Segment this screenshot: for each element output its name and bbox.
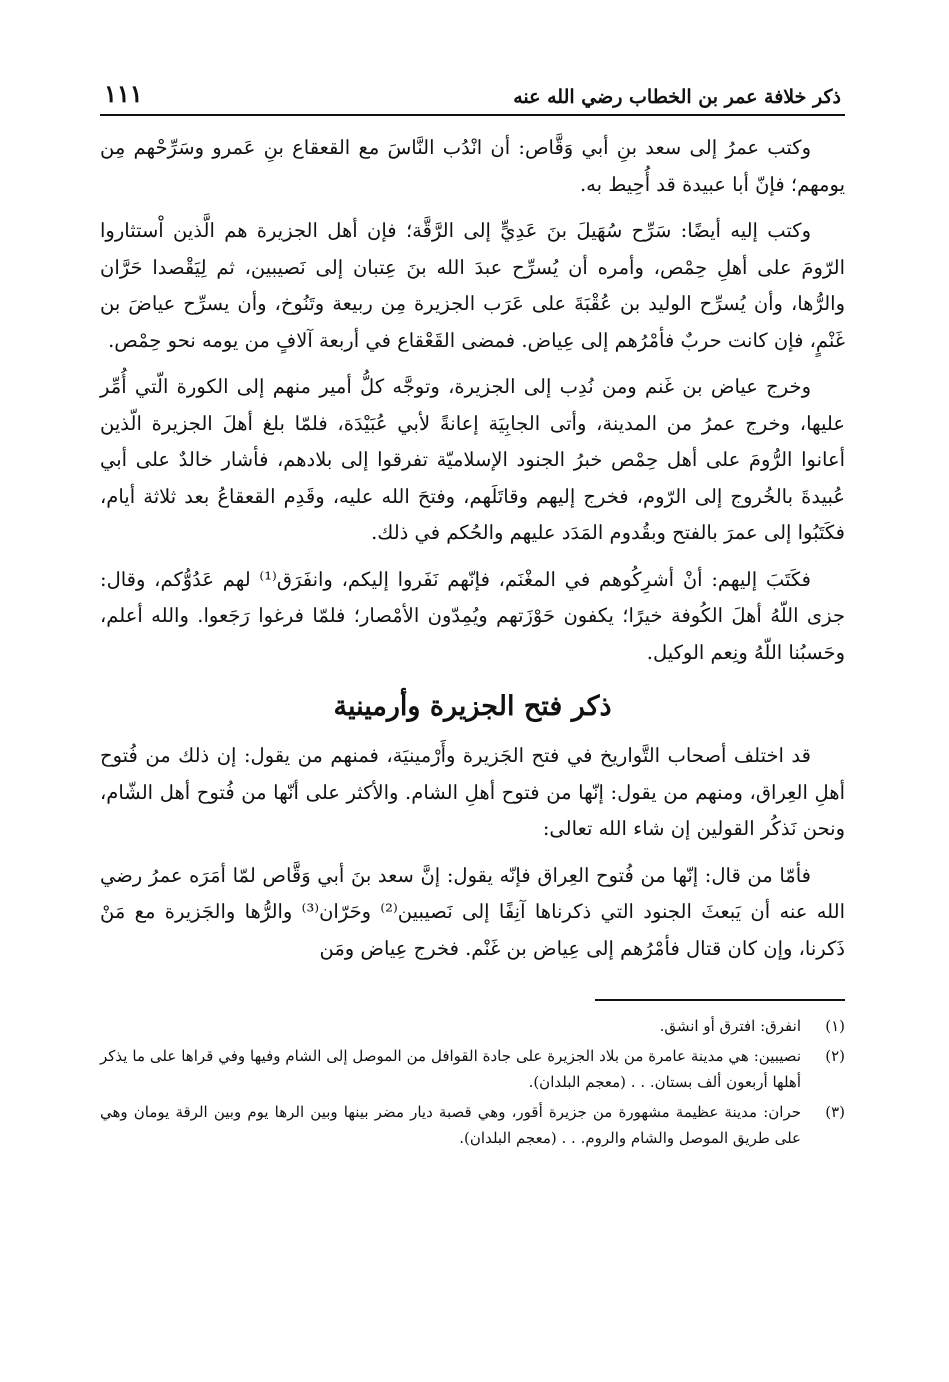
footnote-text: حران: مدينة عظيمة مشهورة من جزيرة أقور، وهي قصبة ديار مضر بينها وبين الرها يوم وبين الرقة يومان وهي على طريق الموصل والشام والروم. . . (معجم البلدان). — [100, 1103, 801, 1147]
footnote — [100, 1013, 845, 1039]
book-page — [100, 60, 845, 1155]
footnotes — [100, 1013, 845, 1151]
paragraph: وخرج عياض بن غَنم ومن نُدِب إلى الجزيرة، وتوجَّه كلُّ أمير منهم إلى الكورة الّتي أُمِّر عليها، وخرج عمرُ من المدينة، وأتى الجابِيَة إعانةً لأبي عُبَيْدَة، فلمّا بلغ أهلَ الجزيرة الّذين أعانوا الرُّومَ على أهل حِمْص خبرُ الجنود الإسلاميّة تفرقوا إلى بلادهم، فأشار خالدٌ على أبي عُبيدةَ بالخُروج إلى الرّوم، فخرج إليهم وقاتَلَهم، وفتحَ الله عليه، وقَدِم القعقاعُ بعد ثلاثة أيام، فكَتَبُوا إلى عمرَ بالفتح وبقُدوم المَدَد عليهم والحُكم في ذلك. — [100, 375, 845, 544]
paragraph: وكتب إليه أيضًا: سَرِّح سُهَيلَ بنَ عَدِيٍّ إلى الرَّقَّة؛ فإن أهل الجزيرة هم الَّذين اْستثاروا الرّومَ على أهلِ حِمْص، وأمره أن يُسرِّح عبدَ الله بنَ عِتبان إلى نَصيبين، ثم لِيَقْصدا حَرَّان والرُّها، وأن يُسرِّح الوليد بن عُقْبَةَ على عَرَب الجزيرة مِن ربيعة وتَنُوخ، وأن يسرِّح عياضَ بن غَنْمٍ، فإن كانت حربٌ فأمْرُهم إلى عِياض. فمضى القَعْقاع في أربعة آلافٍ من يومه نحو حِمْص. — [100, 219, 845, 352]
footnote — [100, 1043, 845, 1095]
paragraph: فكَتَبَ إليهم: أنْ أشرِكُوهم في المغْنَم، فإنّهم نَفَروا إليكم، وانفَرَق⁽¹⁾ لهم عَدُوُّكم، وقال: جزى اللّهُ أهلَ الكُوفة خيرًا؛ يكفون حَوْزَتهم ويُمِدّون الأمْصار؛ فلمّا فرغوا رَجَعوا. والله أعلم، وحَسبُنا اللّهُ ونِعم الوكيل. — [100, 567, 845, 664]
footnote-number: (٢) — [825, 1047, 845, 1065]
paragraph: قد اختلف أصحاب التَّواريخ في فتح الجَزيرة وأَرْمينيَة، فمنهم من يقول: إن ذلك من فُتوح أهلِ العِراق، ومنهم من يقول: إنّها من فتوح أهلِ الشام. والأكثر على أنّها من فُتوح أهل الشّام، ونحن نَذكُر القولين إن شاء الله تعالى: — [100, 744, 845, 840]
paragraph: وكتب عمرُ إلى سعد بنِ أبي وَقَّاص: أن انْدُب النَّاسَ مع القعقاع بنِ عَمرو وسَرِّحْهم مِن يومهم؛ فإنّ أبا عبيدة قد أُحِيط به. — [100, 136, 845, 196]
paragraph: فأمّا من قال: إنّها من فُتوح العِراق فإنّه يقول: إنَّ سعد بنَ أبي وَقَّاص لمّا أمَرَه عمرُ رضي الله عنه أن يَبعثَ الجنود التي ذكرناها آنِفًا إلى نَصيبين⁽²⁾ وحَرّان⁽³⁾ والرُّها والجَزيرة مع مَنْ ذَكرنا، وإن كان قتال فأمْرُهم إلى عِياض بن غَنْم. فخرج عِياض ومَن — [100, 863, 845, 960]
main-text — [100, 130, 845, 967]
footnote — [100, 1099, 845, 1151]
page-number: ١١١ — [104, 79, 143, 108]
footnote-text: انفرق: افترق أو انشق. — [659, 1017, 801, 1035]
footnote-number: (١) — [825, 1017, 845, 1035]
footnote-text: نصيبين: هي مدينة عامرة من بلاد الجزيرة على جادة القوافل من الموصل إلى الشام وفيها وفي قراها على ما يذكر أهلها أربعون ألف بستان. . . (معجم البلدان). — [100, 1047, 801, 1091]
running-title: ذكر خلافة عمر بن الخطاب رضي الله عنه — [513, 86, 841, 108]
footnote-number: (٣) — [825, 1103, 845, 1121]
footnote-separator — [595, 999, 845, 1001]
section-heading: ذكر فتح الجزيرة وأرمينية — [333, 691, 612, 722]
footnote-separator-wrap — [100, 977, 845, 1013]
page-header — [100, 60, 845, 116]
